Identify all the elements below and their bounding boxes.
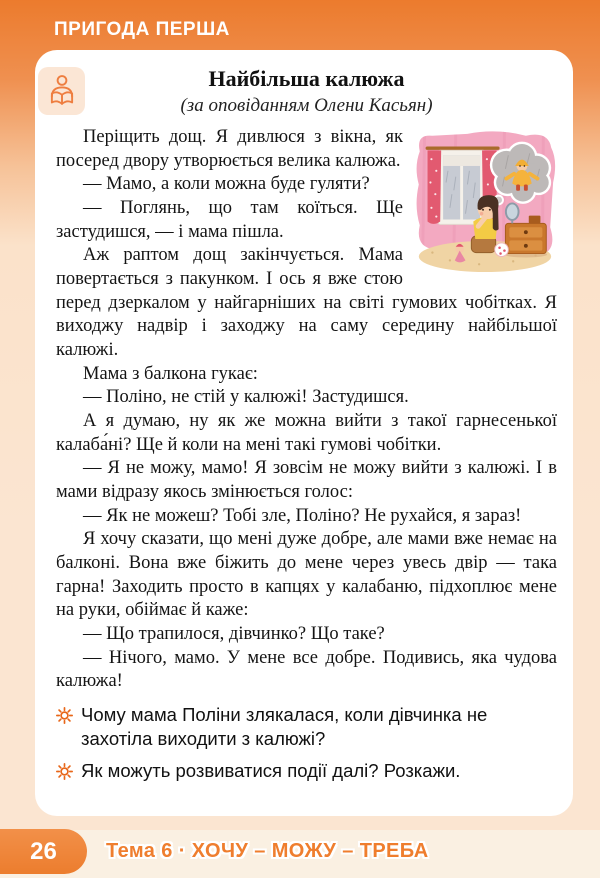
question-item <box>56 759 557 786</box>
girl-at-rainy-window-illustration <box>411 126 557 276</box>
story-subtitle: (за оповіданням Олени Касьян) <box>180 95 433 116</box>
questions-block <box>56 703 557 786</box>
story-paragraph: Періщить дощ. Я дивлюся з вікна, як посеред двору утворюється велика калюжа. <box>56 127 403 171</box>
story-paragraph: — Що трапилося, дівчинко? Що таке? <box>83 624 385 645</box>
story-title: Найбільша калюжа <box>208 66 405 91</box>
sun-bullet-icon <box>56 706 73 730</box>
sun-bullet-icon <box>56 762 73 786</box>
story-paragraph: — Як не можеш? Тобі зле, Поліно? Не рухайся, я зараз! <box>83 505 522 526</box>
reading-activity-tab <box>38 67 85 115</box>
story-card <box>35 50 573 816</box>
story-paragraph: А я думаю, ну як же можна вийти з такої гарнесенької калаба́ні? Ще й коли на мені такі гумові чобітки. <box>56 411 557 455</box>
story-text <box>56 126 557 694</box>
story-paragraph: — Я не можу, мамо! Я зовсім не можу вийти з калюжі. І в мами відразу якось змінюється голос: <box>56 458 557 503</box>
page-number: 26 <box>30 837 57 865</box>
footer-theme-label: Тема 6 · ХОЧУ – МОЖУ – ТРЕБА <box>106 840 429 862</box>
section-kicker: ПРИГОДА ПЕРША <box>54 19 230 40</box>
question-text: Як можуть розвиватися події далі? Розкажи. <box>81 760 461 782</box>
story-paragraph: Мама з балкона гукає: <box>83 363 258 384</box>
story-paragraph: — Мамо, а коли можна буде гуляти? <box>83 174 370 195</box>
story-paragraph: — Нічого, мамо. У мене все добре. Подивись, яка чудова калюжа! <box>56 647 557 692</box>
question-item <box>56 703 557 750</box>
story-paragraph: — Поліно, не стій у калюжі! Застудишся. <box>83 387 409 408</box>
story-paragraph: — Поглянь, що там коїться. Ще застудишся, — і мама пішла. <box>56 198 403 242</box>
page-number-badge <box>0 829 87 874</box>
question-text: Чому мама Поліни злякалася, коли дівчинка не захотіла виходити з калюжі? <box>81 704 488 749</box>
story-paragraph: Я хочу сказати, що мені дуже добре, але мами вже немає на балконі. Вона вже біжить до мене через увесь двір — така гарна! Заходить просто в капцях у калабаню, підхоплює мене на руки, обіймає й каже: <box>56 529 557 621</box>
reader-icon <box>44 73 80 109</box>
story-paragraph: Аж раптом дощ закінчується. Мама повертається з пакунком. І ось я вже стою перед дзеркалом у найгарніших на світі гумових чобітках. Я виходжу надвір і заходжу на саму середину найбільшої калюжі. <box>56 245 557 361</box>
page-footer <box>0 830 600 878</box>
